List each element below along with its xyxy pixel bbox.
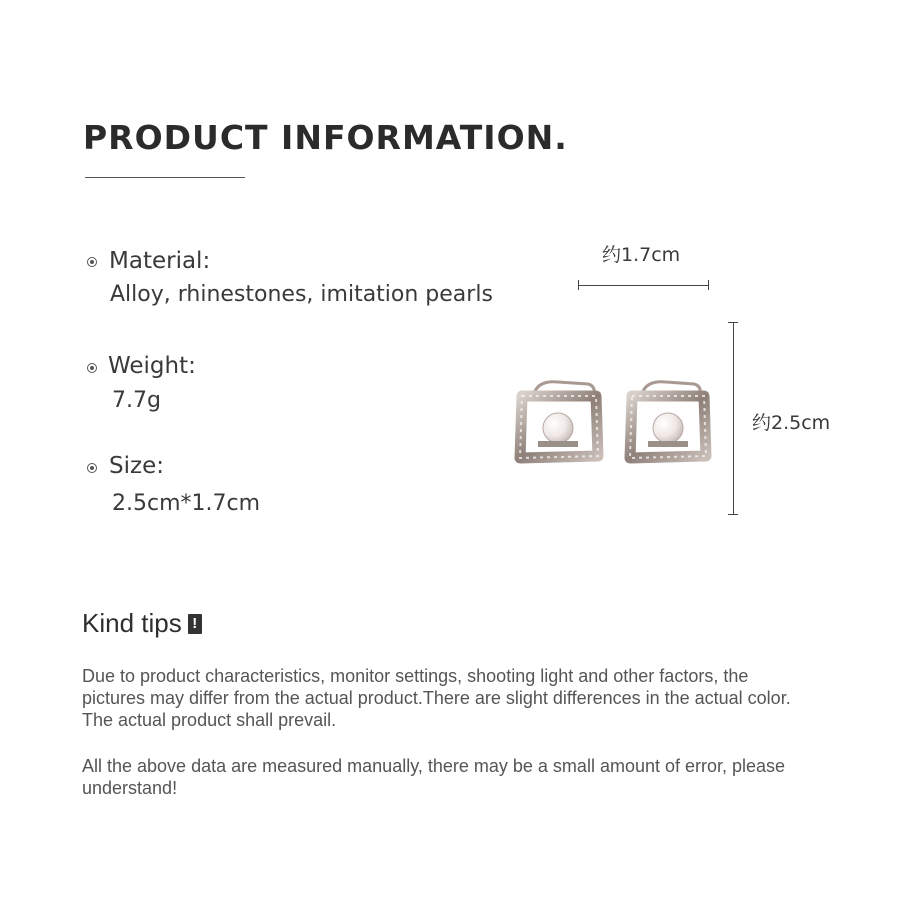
tips-paragraph-1: Due to product characteristics, monitor settings, shooting light and other factors, the pictures may differ from the actual product.There are slight differences in the actual color. The actual product shall prevail. [82,666,791,730]
width-dimension-label: 约1.7cm [602,244,681,266]
kind-tips-title: Kind tips [82,608,182,638]
bullet-icon [87,363,97,373]
height-dimension-tick [728,322,738,323]
left-earring [520,382,598,458]
width-dimension-tick [708,280,709,290]
alert-icon: ! [188,614,202,634]
material-label: Material: [109,248,211,274]
bullet-icon [87,463,97,473]
height-dimension-label: 约2.5cm [752,412,831,434]
weight-value: 7.7g [112,388,161,413]
material-value: Alloy, rhinestones, imitation pearls [110,282,493,307]
tips-paragraph-2: All the above data are measured manually, there may be a small amount of error, please understand! [82,756,786,798]
size-label: Size: [109,453,164,479]
right-earring [630,382,706,458]
width-dimension-tick [578,280,579,290]
height-dimension-line [733,322,734,515]
earrings-image [508,372,720,472]
title-underline [85,177,245,178]
weight-label: Weight: [108,353,196,379]
width-dimension-line [578,285,709,286]
size-value: 2.5cm*1.7cm [112,491,261,516]
kind-tips-heading [82,608,202,639]
page-title: PRODUCT INFORMATION. [83,118,568,157]
bullet-icon [87,257,97,267]
height-dimension-tick [728,514,738,515]
